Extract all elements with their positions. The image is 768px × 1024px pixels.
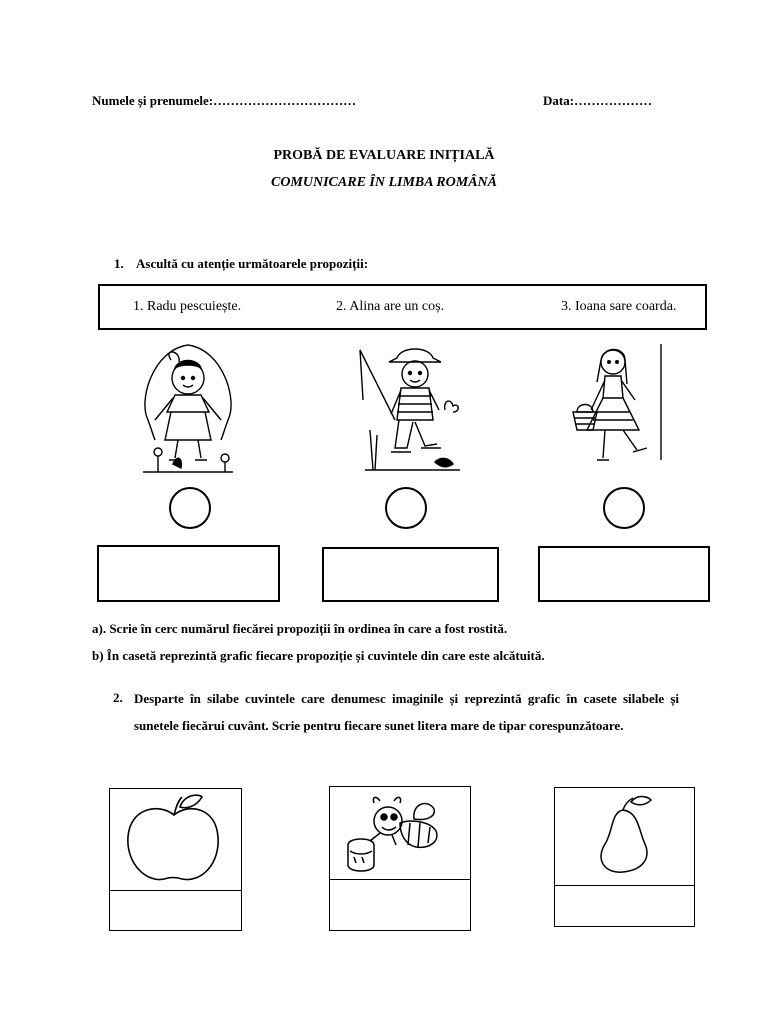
picture-card-3: [554, 787, 695, 927]
pear-icon: [589, 792, 665, 883]
girl-with-basket-icon: [567, 340, 663, 478]
sentence-3: 3. Ioana sare coarda.: [561, 299, 677, 314]
q2-number: 2.: [113, 690, 123, 705]
boy-fishing-icon: [355, 340, 465, 478]
picture-card-1: [109, 788, 242, 931]
task-b: b) În casetă reprezintă grafic fiecare propoziție și cuvintele din care este alcătuită.: [92, 648, 545, 663]
date-field-label: Data:………………: [543, 93, 653, 108]
q2-instruction: Desparte în silabe cuvintele care denumesc imaginile și reprezintă grafic în casete silabele și sunetele fiecărui cuvânt. Scrie pentru fiecare sunet litera mare de tipar corespunzătoare.: [134, 691, 679, 733]
picture-card-2: [329, 786, 471, 931]
answer-box-2[interactable]: [322, 547, 499, 602]
task-a: a). Scrie în cerc numărul fiecărei propoziții în ordinea în care a fost rostită.: [92, 621, 508, 636]
answer-circle-2[interactable]: [385, 487, 427, 529]
apple-icon: [120, 793, 230, 890]
card-divider: [110, 890, 241, 891]
girl-jumping-rope-icon: [133, 340, 243, 478]
card-divider: [555, 885, 694, 886]
name-field-label: Numele și prenumele:……………………………: [92, 93, 357, 108]
answer-circle-3[interactable]: [603, 487, 645, 529]
answer-box-3[interactable]: [538, 546, 710, 602]
q1-number: 1.: [114, 256, 124, 271]
sentence-2: 2. Alina are un coș.: [336, 299, 445, 314]
page-subtitle: COMUNICARE ÎN LIMBA ROMÂNĂ: [270, 175, 497, 190]
answer-circle-1[interactable]: [169, 487, 211, 529]
sentence-1: 1. Radu pescuiește.: [133, 299, 242, 314]
bee-icon: [344, 793, 456, 882]
answer-box-1[interactable]: [97, 545, 280, 602]
q1-instruction: Ascultă cu atenție următoarele propoziții:: [136, 256, 369, 271]
page-title: PROBĂ DE EVALUARE INIȚIALĂ: [273, 148, 495, 163]
